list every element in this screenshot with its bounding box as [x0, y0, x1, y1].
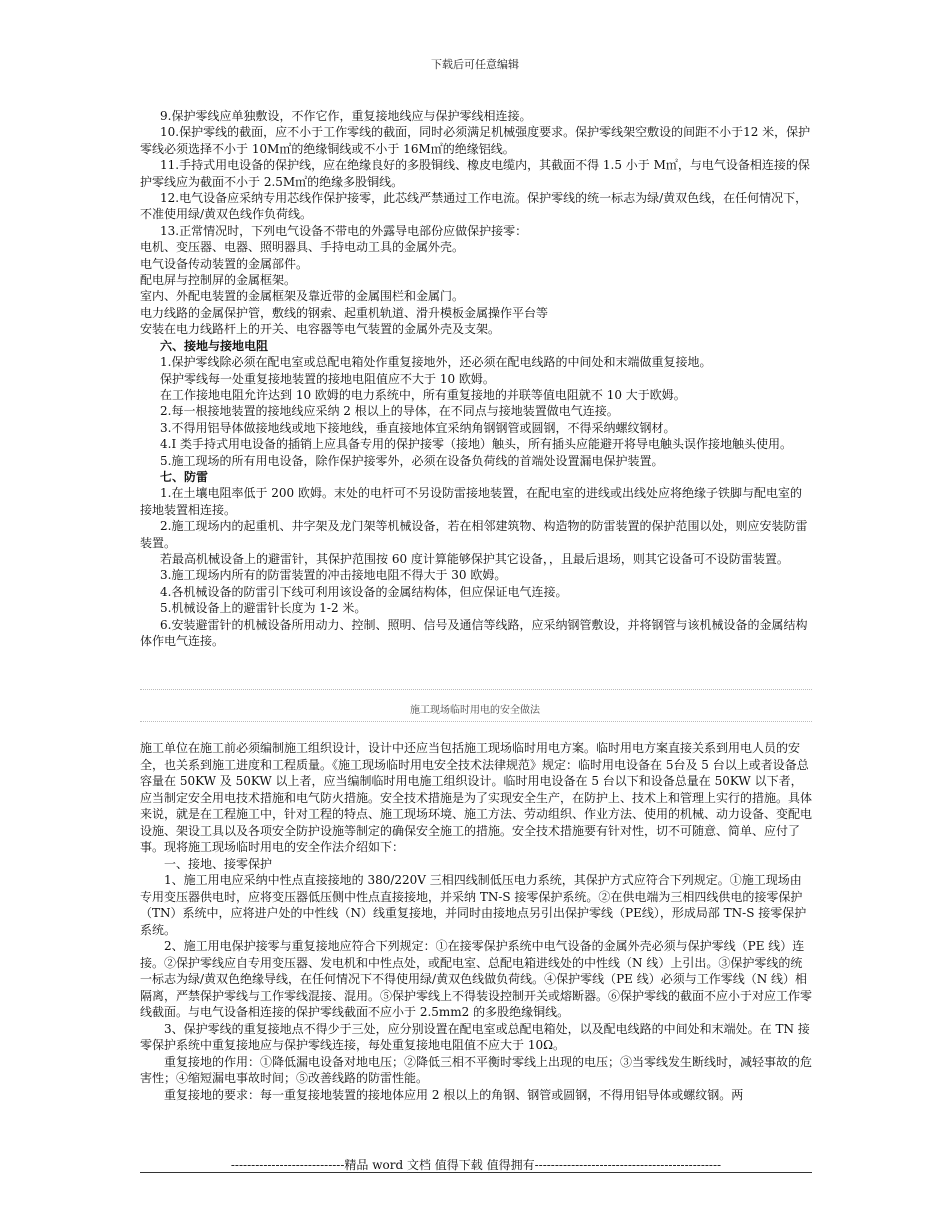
paragraph-grounding-note-2: 在工作接地电阻允许达到 10 欧姆的电力系统中，所有重复接地的并联等值电阻就不 10 大于欧姆。: [160, 387, 686, 402]
paragraph-grounding-3: 3.不得用铝导体做接地线或地下接地线，垂直接地体宜采纳角钢钢管或圆钢，不得采纳螺纹钢材。: [160, 420, 676, 435]
document-title: 施工现场临时用电的安全做法: [410, 705, 540, 716]
subheading-grounding-protection: 一、接地、接零保护: [164, 856, 273, 871]
paragraph-item-12: 12.电气设备应采纳专用芯线作保护接零，此芯线严禁通过工作电流。保护零线的统一标志为绿/黄双色线，在任何情况下，不准使用绿/黄双色线作负荷线。: [140, 191, 808, 222]
paragraph-repeat-grounding-purpose: 重复接地的作用：①降低漏电设备对地电压；②降低三相不平衡时零线上出现的电压；③当零线发生断线时，减轻事故的危害性；④缩短漏电事故时间；⑤改善线路的防雷性能。: [140, 1054, 813, 1085]
paragraph-lightning-1: 1.在土壤电阻率低于 200 欧姆。末处的电杆可不另设防雷接地装置，在配电室的进线或出线处应将绝缘子铁脚与配电室的接地装置相连接。: [140, 486, 802, 517]
paragraph-rule-1: 1、施工用电应采纳中性点直接接地的 380/220V 三相四线制低压电力系统，其保护方式应符合下列规定。①施工现场由专用变压器供电时，应将变压器低压侧中性点直接接地，并采纳 TN-S 接零保护系统。②在供电端为三相四线供电的接零保护（TN）系统中，应将进户处的中性线（N）线重复接地，并同时由接地点另引出保护零线（PE线），形成局部 TN-S 接零保护系统。: [140, 873, 807, 937]
paragraph-rule-3: 3、保护零线的重复接地点不得少于三处，应分别设置在配电室或总配电箱处，以及配电线路的中间处和末端处。在 TN 接零保护系统中重复接地应与保护零线连接，每处重复接地电阻值不应大于 10Ω。: [140, 1021, 810, 1052]
paragraph-lightning-2: 2.施工现场内的起重机、井字架及龙门架等机械设备，若在相邻建筑物、构造物的防雷装置的保护范围以处，则应安装防雷装置。: [140, 519, 808, 550]
page-header: 下载后可任意编辑: [431, 58, 519, 71]
page-footer: ----------------------------精品 word 文档 值得下载 值得拥有----------------------------------------------: [230, 1158, 722, 1172]
paragraph-grounding-4: 4.I 类手持式用电设备的插销上应具备专用的保护接零（接地）触头，所有插头应能避开将导电触头误作接地触头使用。: [160, 437, 793, 452]
section-grounding-lightning: [140, 108, 812, 649]
divider-bottom: [140, 721, 812, 722]
list-item: 电力线路的金属保护管，敷线的钢索、起重机轨道、滑升模板金属操作平台等: [140, 305, 549, 320]
paragraph-lightning-5: 5.机械设备上的避雷针长度为 1-2 米。: [160, 601, 367, 616]
paragraph-item-11: 11.手持式用电设备的保护线，应在绝缘良好的多股铜线、橡皮电缆内，其截面不得 1.5 小于 M㎡，与电气设备相连接的保护零线应为截面不小于 2.5M㎡的绝缘多股铜线。: [140, 158, 810, 189]
section-temporary-power-safety: [140, 740, 812, 1103]
paragraph-grounding-1: 1.保护零线除必须在配电室或总配电箱处作重复接地外，还必须在配电线路的中间处和末端做重复接地。: [160, 355, 712, 370]
paragraph-grounding-5: 5.施工现场的所有用电设备，除作保护接零外，必须在设备负荷线的首端处设置漏电保护装置。: [160, 453, 664, 468]
intro-paragraph: 施工单位在施工前必须编制施工组织设计，设计中还应当包括施工现场临时用电方案。临时用电方案直接关系到用电人员的安全，也关系到施工进度和工程质量。《施工现场临时用电安全技术法律规范》规定：临时用电设备在 5台及 5 台以上或者设备总容量在 50KW 及 50KW 以上者，应当编制临时用电施工组织设计。临时用电设备在 5 台以下和设备总量在 50KW 以下者，应当制定安全用电技术措施和电气防火措施。安全技术措施是为了实现安全生产，在防护上、技术上和管理上实行的措施。具体来说，就是在工程施工中，针对工程的特点、施工现场环境、施工方法、劳动组织、作业方法、使用的机械、动力设备、变配电设施、架设工具以及各项安全防护设施等制定的确保安全施工的措施。安全技术措施要有针对性，切不可随意、简单、应付了事。现将施工现场临时用电的安全作法介绍如下：: [140, 741, 813, 854]
paragraph-item-9: 9.保护零线应单独敷设，不作它作，重复接地线应与保护零线相连接。: [160, 109, 532, 123]
section-heading-lightning: 七、防雷: [160, 469, 209, 484]
list-item: 电机、变压器、电器、照明器具、手持电动工具的金属外壳。: [140, 240, 465, 255]
paragraph-lightning-6: 6.安装避雷针的机械设备所用动力、控制、照明、信号及通信等线路，应采纳钢管敷设，并将钢管与该机械设备的金属结构体作电气连接。: [140, 617, 808, 648]
paragraph-item-13: 13.正常情况时，下列电气设备不带电的外露导电部份应做保护接零：: [160, 223, 528, 238]
footer-rule: [140, 1172, 812, 1173]
divider-top: [140, 689, 812, 690]
paragraph-repeat-grounding-requirements: 重复接地的要求：每一重复接地装置的接地体应用 2 根以上的角钢、钢管或圆钢，不得用铝导体或螺纹钢。两: [164, 1087, 744, 1102]
paragraph-grounding-note-1: 保护零线每一处重复接地装置的接地电阻值应不大于 10 欧姆。: [160, 371, 495, 386]
list-item: 室内、外配电装置的金属框架及靠近带的金属围栏和金属门。: [140, 289, 465, 304]
list-item: 安装在电力线路杆上的开关、电容器等电气装置的金属外壳及支架。: [140, 322, 501, 337]
paragraph-rule-2: 2、施工用电保护接零与重复接地应符合下列规定：①在接零保护系统中电气设备的金属外壳必须与保护零线（PE 线）连接。②保护零线应自专用变压器、发电机和中性点处，或配电室、总配电箱进线处的中性线（N 线）上引出。③保护零线的统一标志为绿/黄双色绝缘导线，在任何情况下不得使用绿/黄双色线做负荷线。④保护零线（PE 线）必须与工作零线（N 线）相隔离，严禁保护零线与工作零线混接、混用。⑤保护零线上不得装设控制开关或熔断器。⑥保护零线的截面不应小于对应工作零线截面。与电气设备相连接的保护零线截面不应小于 2.5mm2 的多股绝缘铜线。: [140, 939, 813, 1019]
paragraph-item-10: 10.保护零线的截面，应不小于工作零线的截面，同时必须满足机械强度要求。保护零线架空敷设的间距不小于12 米，保护零线必须选择不小于 10M㎡的绝缘铜线或不小于 16M㎡的绝缘铝线。: [140, 125, 811, 156]
list-item: 配电屏与控制屏的金属框架。: [140, 273, 297, 288]
paragraph-lightning-note: 若最高机械设备上的避雷针，其保护范围按 60 度计算能够保护其它设备，，且最后退场，则其它设备可不设防雷装置。: [160, 551, 789, 566]
list-item: 电气设备传动装置的金属部件。: [140, 256, 309, 271]
paragraph-grounding-2: 2.每一根接地装置的接地线应采纳 2 根以上的导体，在不同点与接地装置做电气连接。: [160, 404, 619, 419]
paragraph-lightning-3: 3.施工现场内所有的防雷装置的冲击接地电阻不得大于 30 欧姆。: [160, 568, 507, 583]
section-heading-grounding: 六、接地与接地电阻: [160, 338, 269, 353]
paragraph-lightning-4: 4.各机械设备的防雷引下线可利用该设备的金属结构体，但应保证电气连接。: [160, 584, 568, 599]
